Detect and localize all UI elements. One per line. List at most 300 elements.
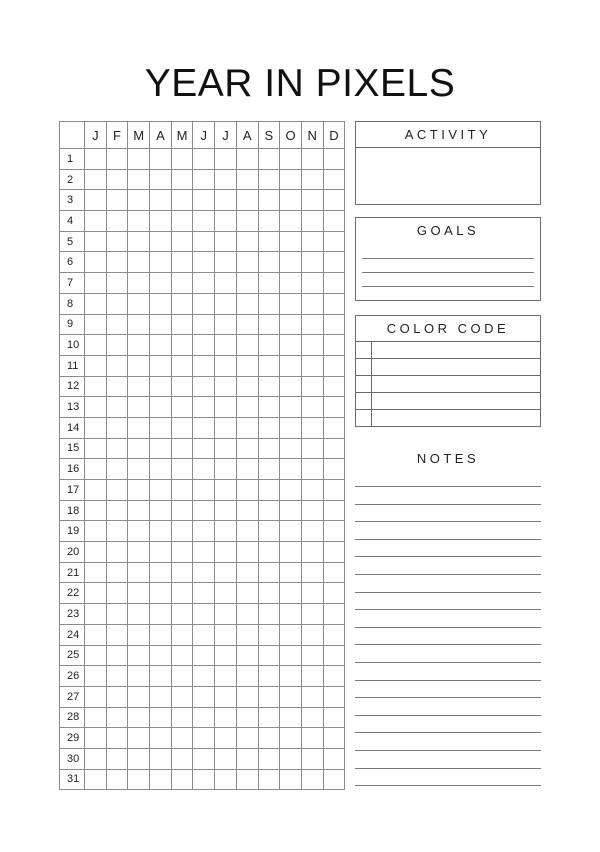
- pixel-cell[interactable]: [301, 521, 323, 542]
- pixel-cell[interactable]: [323, 293, 345, 314]
- pixel-cell[interactable]: [128, 417, 150, 438]
- pixel-cell[interactable]: [301, 335, 323, 356]
- pixel-cell[interactable]: [236, 583, 258, 604]
- pixel-cell[interactable]: [193, 190, 215, 211]
- pixel-cell[interactable]: [236, 376, 258, 397]
- pixel-cell[interactable]: [106, 769, 128, 790]
- pixel-cell[interactable]: [323, 231, 345, 252]
- pixel-cell[interactable]: [171, 293, 193, 314]
- pixel-cell[interactable]: [280, 190, 302, 211]
- pixel-cell[interactable]: [236, 624, 258, 645]
- pixel-cell[interactable]: [236, 273, 258, 294]
- pixel-cell[interactable]: [150, 273, 172, 294]
- pixel-cell[interactable]: [106, 604, 128, 625]
- pixel-cell[interactable]: [236, 231, 258, 252]
- pixel-cell[interactable]: [280, 376, 302, 397]
- pixel-cell[interactable]: [128, 397, 150, 418]
- pixel-cell[interactable]: [171, 335, 193, 356]
- color-swatch[interactable]: [356, 410, 372, 427]
- pixel-cell[interactable]: [258, 686, 280, 707]
- pixel-cell[interactable]: [85, 149, 107, 170]
- pixel-cell[interactable]: [106, 500, 128, 521]
- pixel-cell[interactable]: [215, 583, 237, 604]
- pixel-cell[interactable]: [150, 624, 172, 645]
- pixel-cell[interactable]: [280, 335, 302, 356]
- pixel-cell[interactable]: [85, 293, 107, 314]
- pixel-cell[interactable]: [236, 666, 258, 687]
- pixel-cell[interactable]: [193, 355, 215, 376]
- pixel-cell[interactable]: [323, 769, 345, 790]
- pixel-cell[interactable]: [106, 459, 128, 480]
- pixel-cell[interactable]: [150, 748, 172, 769]
- color-code-row[interactable]: [356, 359, 540, 376]
- pixel-cell[interactable]: [85, 769, 107, 790]
- pixel-cell[interactable]: [258, 604, 280, 625]
- pixel-cell[interactable]: [301, 562, 323, 583]
- pixel-cell[interactable]: [85, 252, 107, 273]
- pixel-cell[interactable]: [280, 604, 302, 625]
- pixel-cell[interactable]: [85, 686, 107, 707]
- pixel-cell[interactable]: [236, 417, 258, 438]
- pixel-cell[interactable]: [193, 480, 215, 501]
- pixel-cell[interactable]: [128, 355, 150, 376]
- pixel-cell[interactable]: [215, 748, 237, 769]
- pixel-cell[interactable]: [280, 231, 302, 252]
- pixel-cell[interactable]: [128, 583, 150, 604]
- pixel-cell[interactable]: [236, 314, 258, 335]
- color-code-row[interactable]: [356, 410, 540, 427]
- goal-line[interactable]: [362, 272, 534, 273]
- pixel-cell[interactable]: [258, 211, 280, 232]
- pixel-cell[interactable]: [236, 293, 258, 314]
- pixel-cell[interactable]: [150, 211, 172, 232]
- note-line[interactable]: [355, 504, 541, 505]
- pixel-cell[interactable]: [106, 293, 128, 314]
- pixel-cell[interactable]: [258, 252, 280, 273]
- color-code-row[interactable]: [356, 393, 540, 410]
- pixel-cell[interactable]: [236, 769, 258, 790]
- pixel-cell[interactable]: [85, 273, 107, 294]
- pixel-cell[interactable]: [236, 748, 258, 769]
- pixel-cell[interactable]: [323, 707, 345, 728]
- pixel-cell[interactable]: [280, 397, 302, 418]
- note-line[interactable]: [355, 627, 541, 628]
- pixel-cell[interactable]: [258, 645, 280, 666]
- pixel-cell[interactable]: [128, 645, 150, 666]
- pixel-cell[interactable]: [193, 169, 215, 190]
- pixel-cell[interactable]: [280, 500, 302, 521]
- pixel-cell[interactable]: [258, 583, 280, 604]
- pixel-cell[interactable]: [128, 211, 150, 232]
- note-line[interactable]: [355, 574, 541, 575]
- pixel-cell[interactable]: [301, 707, 323, 728]
- pixel-cell[interactable]: [236, 190, 258, 211]
- pixel-cell[interactable]: [215, 417, 237, 438]
- pixel-cell[interactable]: [171, 397, 193, 418]
- pixel-cell[interactable]: [258, 769, 280, 790]
- pixel-cell[interactable]: [128, 273, 150, 294]
- pixel-cell[interactable]: [301, 355, 323, 376]
- pixel-cell[interactable]: [236, 149, 258, 170]
- pixel-cell[interactable]: [193, 583, 215, 604]
- pixel-cell[interactable]: [85, 707, 107, 728]
- pixel-cell[interactable]: [128, 707, 150, 728]
- pixel-cell[interactable]: [193, 728, 215, 749]
- pixel-cell[interactable]: [280, 211, 302, 232]
- pixel-cell[interactable]: [171, 604, 193, 625]
- pixel-cell[interactable]: [150, 769, 172, 790]
- pixel-cell[interactable]: [171, 149, 193, 170]
- pixel-cell[interactable]: [236, 459, 258, 480]
- pixel-cell[interactable]: [150, 376, 172, 397]
- pixel-cell[interactable]: [301, 252, 323, 273]
- pixel-cell[interactable]: [128, 335, 150, 356]
- pixel-cell[interactable]: [85, 231, 107, 252]
- pixel-cell[interactable]: [128, 686, 150, 707]
- note-line[interactable]: [355, 539, 541, 540]
- pixel-cell[interactable]: [236, 645, 258, 666]
- pixel-cell[interactable]: [106, 149, 128, 170]
- pixel-cell[interactable]: [85, 604, 107, 625]
- pixel-cell[interactable]: [193, 624, 215, 645]
- pixel-cell[interactable]: [193, 293, 215, 314]
- pixel-cell[interactable]: [236, 728, 258, 749]
- pixel-cell[interactable]: [301, 686, 323, 707]
- note-line[interactable]: [355, 768, 541, 769]
- pixel-cell[interactable]: [258, 293, 280, 314]
- pixel-cell[interactable]: [150, 438, 172, 459]
- pixel-cell[interactable]: [193, 273, 215, 294]
- pixel-cell[interactable]: [128, 624, 150, 645]
- pixel-cell[interactable]: [323, 666, 345, 687]
- pixel-cell[interactable]: [193, 521, 215, 542]
- pixel-cell[interactable]: [128, 169, 150, 190]
- pixel-cell[interactable]: [106, 562, 128, 583]
- pixel-cell[interactable]: [150, 562, 172, 583]
- pixel-cell[interactable]: [280, 273, 302, 294]
- pixel-cell[interactable]: [171, 707, 193, 728]
- note-line[interactable]: [355, 715, 541, 716]
- pixel-cell[interactable]: [258, 169, 280, 190]
- pixel-cell[interactable]: [171, 521, 193, 542]
- pixel-cell[interactable]: [85, 355, 107, 376]
- pixel-cell[interactable]: [323, 417, 345, 438]
- pixel-cell[interactable]: [258, 728, 280, 749]
- pixel-cell[interactable]: [85, 748, 107, 769]
- pixel-cell[interactable]: [193, 376, 215, 397]
- pixel-cell[interactable]: [280, 314, 302, 335]
- pixel-cell[interactable]: [301, 542, 323, 563]
- pixel-cell[interactable]: [171, 355, 193, 376]
- pixel-cell[interactable]: [193, 686, 215, 707]
- pixel-cell[interactable]: [193, 707, 215, 728]
- pixel-cell[interactable]: [215, 314, 237, 335]
- pixel-cell[interactable]: [280, 252, 302, 273]
- pixel-cell[interactable]: [171, 459, 193, 480]
- pixel-cell[interactable]: [128, 604, 150, 625]
- pixel-cell[interactable]: [258, 417, 280, 438]
- pixel-cell[interactable]: [85, 438, 107, 459]
- pixel-cell[interactable]: [215, 645, 237, 666]
- pixel-cell[interactable]: [301, 417, 323, 438]
- pixel-cell[interactable]: [301, 645, 323, 666]
- pixel-cell[interactable]: [171, 500, 193, 521]
- pixel-cell[interactable]: [323, 686, 345, 707]
- pixel-cell[interactable]: [128, 542, 150, 563]
- pixel-cell[interactable]: [236, 542, 258, 563]
- pixel-cell[interactable]: [150, 707, 172, 728]
- note-line[interactable]: [355, 750, 541, 751]
- pixel-cell[interactable]: [215, 624, 237, 645]
- pixel-cell[interactable]: [323, 335, 345, 356]
- pixel-cell[interactable]: [301, 149, 323, 170]
- pixel-cell[interactable]: [301, 376, 323, 397]
- pixel-cell[interactable]: [258, 335, 280, 356]
- pixel-cell[interactable]: [323, 604, 345, 625]
- pixel-cell[interactable]: [323, 397, 345, 418]
- pixel-cell[interactable]: [280, 707, 302, 728]
- pixel-cell[interactable]: [193, 438, 215, 459]
- pixel-cell[interactable]: [258, 562, 280, 583]
- pixel-cell[interactable]: [215, 149, 237, 170]
- pixel-cell[interactable]: [323, 624, 345, 645]
- pixel-cell[interactable]: [106, 376, 128, 397]
- pixel-cell[interactable]: [85, 521, 107, 542]
- pixel-cell[interactable]: [323, 645, 345, 666]
- pixel-cell[interactable]: [301, 480, 323, 501]
- pixel-cell[interactable]: [150, 666, 172, 687]
- note-line[interactable]: [355, 609, 541, 610]
- pixel-cell[interactable]: [193, 211, 215, 232]
- pixel-cell[interactable]: [150, 583, 172, 604]
- pixel-cell[interactable]: [323, 273, 345, 294]
- pixel-cell[interactable]: [280, 149, 302, 170]
- pixel-cell[interactable]: [215, 169, 237, 190]
- pixel-cell[interactable]: [171, 231, 193, 252]
- pixel-cell[interactable]: [150, 335, 172, 356]
- color-code-row[interactable]: [356, 376, 540, 393]
- pixel-cell[interactable]: [106, 645, 128, 666]
- pixel-cell[interactable]: [171, 314, 193, 335]
- pixel-cell[interactable]: [171, 376, 193, 397]
- pixel-cell[interactable]: [280, 686, 302, 707]
- pixel-cell[interactable]: [106, 231, 128, 252]
- pixel-cell[interactable]: [150, 500, 172, 521]
- pixel-cell[interactable]: [301, 190, 323, 211]
- pixel-cell[interactable]: [128, 231, 150, 252]
- pixel-cell[interactable]: [106, 686, 128, 707]
- pixel-cell[interactable]: [128, 376, 150, 397]
- pixel-cell[interactable]: [171, 686, 193, 707]
- pixel-cell[interactable]: [106, 707, 128, 728]
- pixel-cell[interactable]: [280, 666, 302, 687]
- pixel-cell[interactable]: [258, 624, 280, 645]
- pixel-cell[interactable]: [215, 355, 237, 376]
- pixel-cell[interactable]: [193, 500, 215, 521]
- color-swatch[interactable]: [356, 393, 372, 409]
- pixel-cell[interactable]: [150, 231, 172, 252]
- pixel-cell[interactable]: [323, 252, 345, 273]
- pixel-cell[interactable]: [258, 521, 280, 542]
- pixel-cell[interactable]: [193, 149, 215, 170]
- pixel-cell[interactable]: [258, 707, 280, 728]
- pixel-cell[interactable]: [258, 190, 280, 211]
- pixel-cell[interactable]: [150, 169, 172, 190]
- pixel-cell[interactable]: [215, 190, 237, 211]
- pixel-cell[interactable]: [301, 211, 323, 232]
- pixel-cell[interactable]: [150, 686, 172, 707]
- pixel-cell[interactable]: [323, 728, 345, 749]
- pixel-cell[interactable]: [193, 397, 215, 418]
- pixel-cell[interactable]: [215, 707, 237, 728]
- pixel-cell[interactable]: [258, 231, 280, 252]
- pixel-cell[interactable]: [128, 728, 150, 749]
- pixel-cell[interactable]: [301, 583, 323, 604]
- note-line[interactable]: [355, 732, 541, 733]
- pixel-cell[interactable]: [193, 417, 215, 438]
- pixel-cell[interactable]: [323, 376, 345, 397]
- pixel-cell[interactable]: [301, 438, 323, 459]
- pixel-cell[interactable]: [215, 728, 237, 749]
- pixel-cell[interactable]: [258, 500, 280, 521]
- pixel-cell[interactable]: [236, 604, 258, 625]
- pixel-cell[interactable]: [301, 293, 323, 314]
- pixel-cell[interactable]: [280, 293, 302, 314]
- pixel-cell[interactable]: [128, 190, 150, 211]
- pixel-cell[interactable]: [258, 149, 280, 170]
- pixel-cell[interactable]: [150, 480, 172, 501]
- pixel-cell[interactable]: [171, 169, 193, 190]
- pixel-cell[interactable]: [150, 459, 172, 480]
- pixel-cell[interactable]: [258, 397, 280, 418]
- pixel-cell[interactable]: [128, 666, 150, 687]
- pixel-cell[interactable]: [236, 211, 258, 232]
- pixel-cell[interactable]: [106, 728, 128, 749]
- pixel-cell[interactable]: [171, 480, 193, 501]
- pixel-cell[interactable]: [106, 190, 128, 211]
- pixel-cell[interactable]: [323, 355, 345, 376]
- pixel-cell[interactable]: [258, 355, 280, 376]
- pixel-cell[interactable]: [128, 500, 150, 521]
- pixel-cell[interactable]: [258, 314, 280, 335]
- pixel-cell[interactable]: [258, 666, 280, 687]
- pixel-cell[interactable]: [106, 169, 128, 190]
- pixel-cell[interactable]: [171, 645, 193, 666]
- note-line[interactable]: [355, 697, 541, 698]
- pixel-cell[interactable]: [258, 748, 280, 769]
- pixel-cell[interactable]: [301, 666, 323, 687]
- pixel-cell[interactable]: [171, 252, 193, 273]
- pixel-cell[interactable]: [301, 397, 323, 418]
- pixel-cell[interactable]: [280, 562, 302, 583]
- pixel-cell[interactable]: [85, 211, 107, 232]
- pixel-cell[interactable]: [193, 748, 215, 769]
- pixel-cell[interactable]: [193, 645, 215, 666]
- pixel-cell[interactable]: [280, 748, 302, 769]
- pixel-cell[interactable]: [85, 562, 107, 583]
- pixel-cell[interactable]: [236, 500, 258, 521]
- pixel-cell[interactable]: [171, 273, 193, 294]
- note-line[interactable]: [355, 680, 541, 681]
- pixel-cell[interactable]: [323, 542, 345, 563]
- pixel-cell[interactable]: [106, 748, 128, 769]
- pixel-cell[interactable]: [85, 397, 107, 418]
- pixel-cell[interactable]: [106, 521, 128, 542]
- pixel-cell[interactable]: [171, 438, 193, 459]
- pixel-cell[interactable]: [236, 707, 258, 728]
- pixel-cell[interactable]: [150, 355, 172, 376]
- pixel-cell[interactable]: [193, 252, 215, 273]
- pixel-cell[interactable]: [215, 521, 237, 542]
- pixel-cell[interactable]: [215, 459, 237, 480]
- pixel-cell[interactable]: [193, 666, 215, 687]
- pixel-cell[interactable]: [301, 314, 323, 335]
- pixel-cell[interactable]: [301, 500, 323, 521]
- note-line[interactable]: [355, 644, 541, 645]
- pixel-cell[interactable]: [106, 480, 128, 501]
- pixel-cell[interactable]: [85, 583, 107, 604]
- pixel-cell[interactable]: [128, 562, 150, 583]
- color-swatch[interactable]: [356, 342, 372, 358]
- pixel-cell[interactable]: [171, 666, 193, 687]
- note-line[interactable]: [355, 486, 541, 487]
- pixel-cell[interactable]: [193, 542, 215, 563]
- pixel-cell[interactable]: [171, 624, 193, 645]
- note-line[interactable]: [355, 662, 541, 663]
- pixel-cell[interactable]: [150, 417, 172, 438]
- pixel-cell[interactable]: [301, 604, 323, 625]
- pixel-cell[interactable]: [85, 666, 107, 687]
- pixel-cell[interactable]: [301, 728, 323, 749]
- pixel-cell[interactable]: [85, 542, 107, 563]
- pixel-cell[interactable]: [258, 273, 280, 294]
- pixel-cell[interactable]: [85, 417, 107, 438]
- pixel-cell[interactable]: [280, 645, 302, 666]
- pixel-cell[interactable]: [150, 149, 172, 170]
- pixel-cell[interactable]: [106, 335, 128, 356]
- pixel-cell[interactable]: [258, 438, 280, 459]
- pixel-cell[interactable]: [85, 480, 107, 501]
- pixel-cell[interactable]: [215, 666, 237, 687]
- pixel-cell[interactable]: [215, 562, 237, 583]
- pixel-cell[interactable]: [301, 459, 323, 480]
- pixel-cell[interactable]: [280, 169, 302, 190]
- pixel-cell[interactable]: [323, 583, 345, 604]
- pixel-cell[interactable]: [236, 438, 258, 459]
- color-swatch[interactable]: [356, 359, 372, 375]
- pixel-cell[interactable]: [258, 542, 280, 563]
- pixel-cell[interactable]: [280, 355, 302, 376]
- note-line[interactable]: [355, 521, 541, 522]
- pixel-cell[interactable]: [106, 438, 128, 459]
- pixel-cell[interactable]: [150, 252, 172, 273]
- goal-line[interactable]: [362, 286, 534, 287]
- pixel-cell[interactable]: [193, 314, 215, 335]
- pixel-cell[interactable]: [236, 521, 258, 542]
- pixel-cell[interactable]: [323, 500, 345, 521]
- pixel-cell[interactable]: [236, 562, 258, 583]
- pixel-cell[interactable]: [280, 459, 302, 480]
- pixel-cell[interactable]: [85, 169, 107, 190]
- pixel-cell[interactable]: [258, 459, 280, 480]
- pixel-cell[interactable]: [215, 500, 237, 521]
- pixel-cell[interactable]: [236, 169, 258, 190]
- note-line[interactable]: [355, 592, 541, 593]
- pixel-cell[interactable]: [301, 624, 323, 645]
- pixel-cell[interactable]: [106, 417, 128, 438]
- pixel-cell[interactable]: [85, 500, 107, 521]
- pixel-cell[interactable]: [258, 376, 280, 397]
